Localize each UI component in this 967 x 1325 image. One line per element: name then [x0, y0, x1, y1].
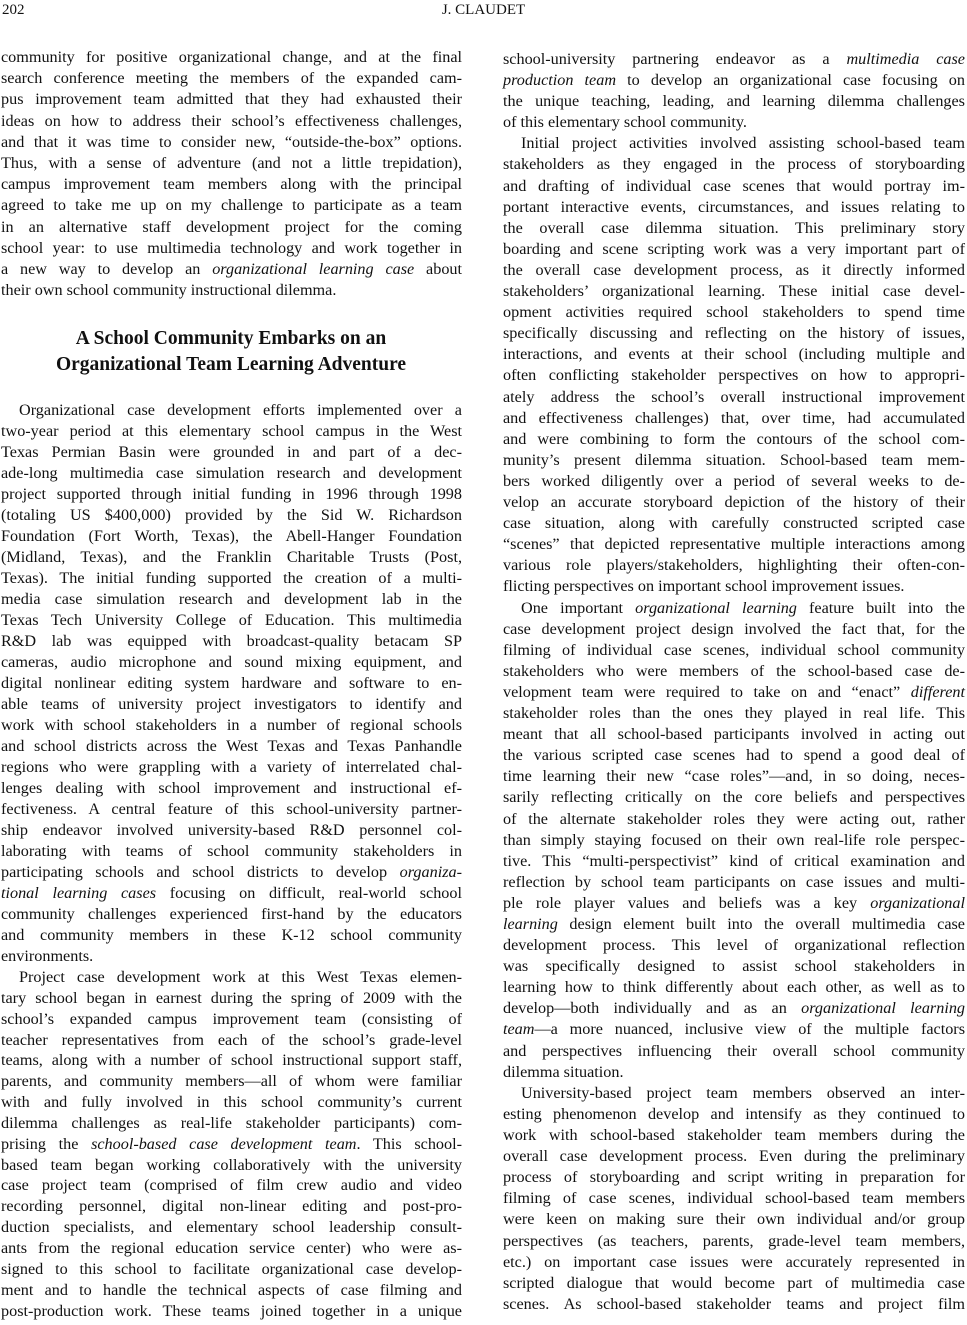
text-line: recording personnel, digital non-linear editing and post-pro-	[1, 1197, 462, 1216]
text-line: various role players/stakeholders, highlighting their often-con-	[503, 556, 965, 575]
text-line: the various scripted case scenes had to spend a good deal of	[503, 746, 965, 765]
text-line: Texas Tech University College of Education. This multimedia	[1, 611, 462, 629]
text-segment: . This school-	[356, 1134, 463, 1153]
paragraph	[503, 598, 965, 1083]
text-line	[503, 893, 965, 914]
text-line: and that it was time to consider new, “outside-the-box” options.	[1, 132, 462, 151]
text-line: school’s expanded campus improvement team (consisting of	[1, 1009, 462, 1028]
text-line: Foundation (Fort Worth, Texas), the Abell-Hanger Foundation	[1, 527, 462, 545]
text-line: cameras, audio microphone and sound mixing equipment, and	[1, 653, 462, 671]
text-line: tive. This “multi-perspectivist” kind of critical examination and	[503, 851, 965, 870]
text-line: learning how to think differently about each other, as well as to	[503, 978, 965, 997]
text-segment: feature built into the	[796, 598, 965, 617]
text-line: and school districts across the West Texas and Texas Panhandle	[1, 737, 462, 755]
text-line: reflection by school team participants on case issues and multi-	[503, 872, 965, 891]
text-line	[503, 998, 965, 1019]
text-line: signed to this school to facilitate organizational case develop-	[1, 1259, 462, 1278]
section-heading	[0, 326, 462, 378]
paragraph	[503, 133, 965, 597]
text-line	[503, 598, 965, 619]
text-line: interactions, and events at their school (including multiple and	[503, 345, 965, 364]
text-line: portant interactive events, circumstances, and issues relating to	[503, 197, 965, 216]
text-line	[1, 862, 462, 883]
text-line: and effectiveness challenges) that, over time, had accumulated	[503, 408, 965, 427]
italic-text: different	[910, 682, 965, 701]
paragraph	[1, 47, 462, 301]
section-heading-line: A School Community Embarks on an	[75, 328, 387, 349]
text-line: the overall case dilemma situation. This preliminary story	[503, 218, 965, 237]
text-line	[503, 70, 965, 91]
text-segment: focusing on difficult, real-world school	[156, 884, 462, 902]
text-line: case situation, along with carefully constructed scripted case	[503, 514, 965, 533]
text-line: duction specialists, and elementary school leadership consult-	[1, 1218, 462, 1237]
text-segment: to develop an organizational case focusing on	[616, 71, 965, 90]
text-line: sarily reflecting critically on the core beliefs and perspectives	[503, 788, 965, 807]
text-segment: prising the	[1, 1134, 92, 1153]
text-line: work with school stakeholders in a number of regional schools	[1, 716, 462, 734]
text-line: meant that all school-based participants involved in acting out	[503, 725, 965, 744]
text-line: development process. This level of organizational reflection	[503, 936, 965, 955]
text-segment: One important	[521, 598, 636, 617]
text-line: and perspectives influencing their overall school community	[503, 1041, 965, 1060]
italic-text: team	[503, 1020, 535, 1039]
text-line: overall case development process. Even during the preliminary	[503, 1147, 965, 1166]
text-segment: velopment team were required to take on and “enact”	[503, 682, 911, 701]
italic-text: multimedia case	[846, 50, 965, 68]
text-line: able teams of university project investigators to identify and	[1, 695, 462, 713]
text-line: teams, along with a number of school instructional support staff,	[1, 1051, 462, 1070]
italic-text: organizational learning	[801, 999, 966, 1018]
text-line: etc.) on important case issues were accurately represented in	[503, 1252, 965, 1271]
italic-text: organizational learning case	[212, 260, 415, 279]
text-line: and were combining to form the contours of the school com-	[503, 429, 965, 448]
text-line: flicting perspectives on important school improvement issues.	[503, 577, 905, 596]
text-line: perspectives (as teachers, parents, grade-level team members,	[503, 1231, 965, 1250]
text-line: work with school-based stakeholder team members during the	[503, 1126, 965, 1145]
text-line: ately address the school’s overall instructional improvement	[503, 387, 965, 406]
text-line: ship endeavor involved university-based R&D personnel col-	[1, 821, 462, 839]
text-line: community for positive organizational change, and at the final	[1, 48, 462, 66]
text-line: regions who were grappling with a variety of interrelated chal-	[1, 758, 462, 776]
text-line: of this elementary school community.	[503, 113, 747, 132]
text-line: dilemma situation.	[503, 1062, 624, 1081]
paragraph	[1, 400, 462, 967]
text-line	[1, 883, 462, 904]
text-line: than simply staying focused on their own real-life role perspec-	[503, 830, 965, 849]
text-line: specifically discussing and reflecting on the history of issues,	[503, 324, 965, 343]
text-line: boarding and scene scripting work was a very important part of	[503, 239, 965, 258]
text-line: community challenges experienced first-hand by the educators	[1, 905, 462, 923]
text-segment: develop—both individually and as an	[503, 999, 802, 1018]
text-line: bers worked diligently over a period of several weeks to de-	[503, 471, 965, 490]
text-line: Texas Permian Basin were grounded in and part of a dec-	[1, 443, 462, 461]
text-line: (Midland, Texas), and the Franklin Charitable Trusts (Post,	[1, 548, 462, 566]
running-head: J. CLAUDET	[441, 2, 526, 18]
text-segment: design element built into the overall multimedia case	[557, 915, 965, 933]
text-line: stakeholders who were members of the school-based case de-	[503, 661, 965, 680]
text-line: process of storyboarding and script writing in preparation for	[503, 1168, 965, 1187]
text-line: stakeholders as they engaged in the process of storyboarding	[503, 155, 965, 174]
paragraph	[1, 967, 462, 1321]
text-line: case development project design involved the fact that, for the	[503, 619, 965, 638]
text-line: ants from the regional education service center) who were as-	[1, 1238, 462, 1257]
text-line: Organizational case development efforts implemented over a	[19, 401, 462, 419]
paragraph	[503, 1083, 965, 1315]
text-line: Thus, with a sense of adventure (and not a little trepidation),	[1, 154, 462, 173]
text-segment: —a more nuanced, inclusive view of the multiple factors	[534, 1020, 965, 1039]
text-line: time learning their new “case roles”—and, in so doing, neces-	[503, 767, 965, 786]
page-number: 202	[2, 2, 25, 18]
text-line: scenes. As school-based stakeholder teams and project film	[503, 1294, 965, 1313]
text-line: school year: to use multimedia technology and work together in	[1, 238, 462, 257]
text-line: scripted dialogue that would become part of multimedia case	[503, 1273, 965, 1292]
text-line: (totaling US $400,000) provided by the Sid W. Richardson	[1, 506, 462, 524]
text-line: filming of individual case scenes, individual school community	[503, 640, 965, 659]
section-heading-line: Organizational Team Learning Adventure	[55, 354, 407, 375]
text-line: with and fully involved in this school community’s current	[1, 1093, 462, 1112]
text-line: and drafting of individual case scenes that would portray im-	[503, 176, 965, 195]
italic-text: production team	[503, 71, 617, 90]
text-segment: a new way to develop an	[1, 260, 213, 279]
text-line: environments.	[1, 947, 94, 965]
text-line: the unique teaching, leading, and learning dilemma challenges	[503, 92, 965, 111]
text-line: laborating with teams of school community stakeholders in	[1, 842, 462, 860]
text-segment: school-university partnering endeavor as a	[503, 50, 847, 68]
text-line: media case simulation research and development lab in the	[1, 590, 462, 608]
text-line: lenges dealing with school improvement and instructional ef-	[1, 779, 462, 797]
text-line: campus improvement team members along with the principal	[1, 175, 462, 194]
text-line: their own school community instructional dilemma.	[1, 281, 337, 300]
text-line	[503, 1019, 965, 1040]
text-line: post-production work. These teams joined together in a unique	[1, 1301, 462, 1320]
text-line: pus improvement team admitted that they had exhausted their	[1, 90, 462, 109]
text-line: munity’s present dilemma situation. School-based team mem-	[503, 450, 965, 469]
text-segment: about	[414, 260, 463, 279]
text-line: were keen on making sure their own individual and/or group	[503, 1210, 965, 1229]
text-segment: ple role player values and beliefs was a key	[503, 893, 871, 912]
text-line: Project case development work at this West Texas elemen-	[19, 968, 462, 986]
text-line: opment activities required school stakeholders to spend time	[503, 303, 965, 322]
text-line: fectiveness. A central feature of this school-university partner-	[1, 800, 462, 818]
text-line: Texas). The initial funding supported the creation of a multi-	[1, 569, 462, 587]
italic-text: school-based case development team	[91, 1134, 357, 1153]
text-line: filming of case scenes, individual school-based team members	[503, 1189, 965, 1208]
paragraph	[503, 49, 965, 133]
text-line: Initial project activities involved assisting school-based team	[521, 134, 965, 153]
italic-text: organizational	[870, 893, 965, 912]
text-line: parents, and community members—all of whom were familiar	[1, 1072, 462, 1091]
text-line	[503, 49, 965, 70]
text-line	[1, 259, 462, 280]
text-line: based team began working collaboratively with the university	[1, 1155, 462, 1174]
text-line: dilemma challenges as real-life stakeholder participants) com-	[1, 1113, 462, 1132]
text-line: University-based project team members observed an inter-	[521, 1083, 965, 1102]
text-line: teacher representatives from each of the school’s grade-level	[1, 1030, 462, 1049]
text-line: was specifically designed to assist school stakeholders in	[503, 957, 965, 976]
text-line	[503, 682, 965, 703]
italic-text: learning	[503, 915, 558, 933]
text-line: ade-long multimedia case simulation research and development	[1, 464, 462, 482]
text-line	[1, 1134, 462, 1155]
text-line: stakeholders’ organizational learning. These initial case devel-	[503, 282, 965, 301]
italic-text: organizational learning	[635, 598, 797, 617]
text-line: case project team (comprised of film crew audio and video	[1, 1176, 462, 1195]
text-line: velop an accurate storyboard depiction of the history of their	[503, 492, 965, 511]
text-line: tary school began in earnest during the spring of 2009 with the	[1, 988, 462, 1007]
text-line: the overall case development process, as it directly informed	[503, 260, 965, 279]
text-line: and community members in these K-12 school community	[1, 926, 462, 944]
text-line: search conference meeting the members of the expanded cam-	[1, 69, 462, 88]
text-line: esting phenomenon develop and intensify as they continued to	[503, 1104, 965, 1123]
text-segment: participating schools and school districts to develop	[1, 863, 400, 881]
text-line: digital nonlinear editing system hardware and software to en-	[1, 674, 462, 692]
text-line: agreed to take me up on my challenge to participate as a team	[1, 196, 462, 215]
text-line: R&D lab was equipped with broadcast-quality betacam SP	[1, 632, 462, 650]
text-line: “scenes” that depicted representative multiple interactions among	[503, 535, 965, 554]
text-line: two-year period at this elementary school campus in the West	[1, 422, 462, 440]
text-line	[503, 914, 965, 935]
text-line: often conflicting stakeholder perspectives on how to appropri-	[503, 366, 965, 385]
text-line: project supported through initial funding in 1996 through 1998	[1, 485, 462, 503]
text-line: ment and to handle the technical aspects of case filming and	[1, 1280, 462, 1299]
italic-text: organiza-	[399, 863, 462, 881]
text-line: stakeholder roles than the ones they played in real life. This	[503, 704, 965, 723]
text-line: of the alternate stakeholder roles they were acting out, rather	[503, 809, 965, 828]
text-line: ideas on how to address their school’s effectiveness challenges,	[1, 111, 462, 130]
italic-text: tional learning cases	[1, 884, 157, 902]
text-line: in an alternative staff development project for the coming	[1, 217, 462, 236]
